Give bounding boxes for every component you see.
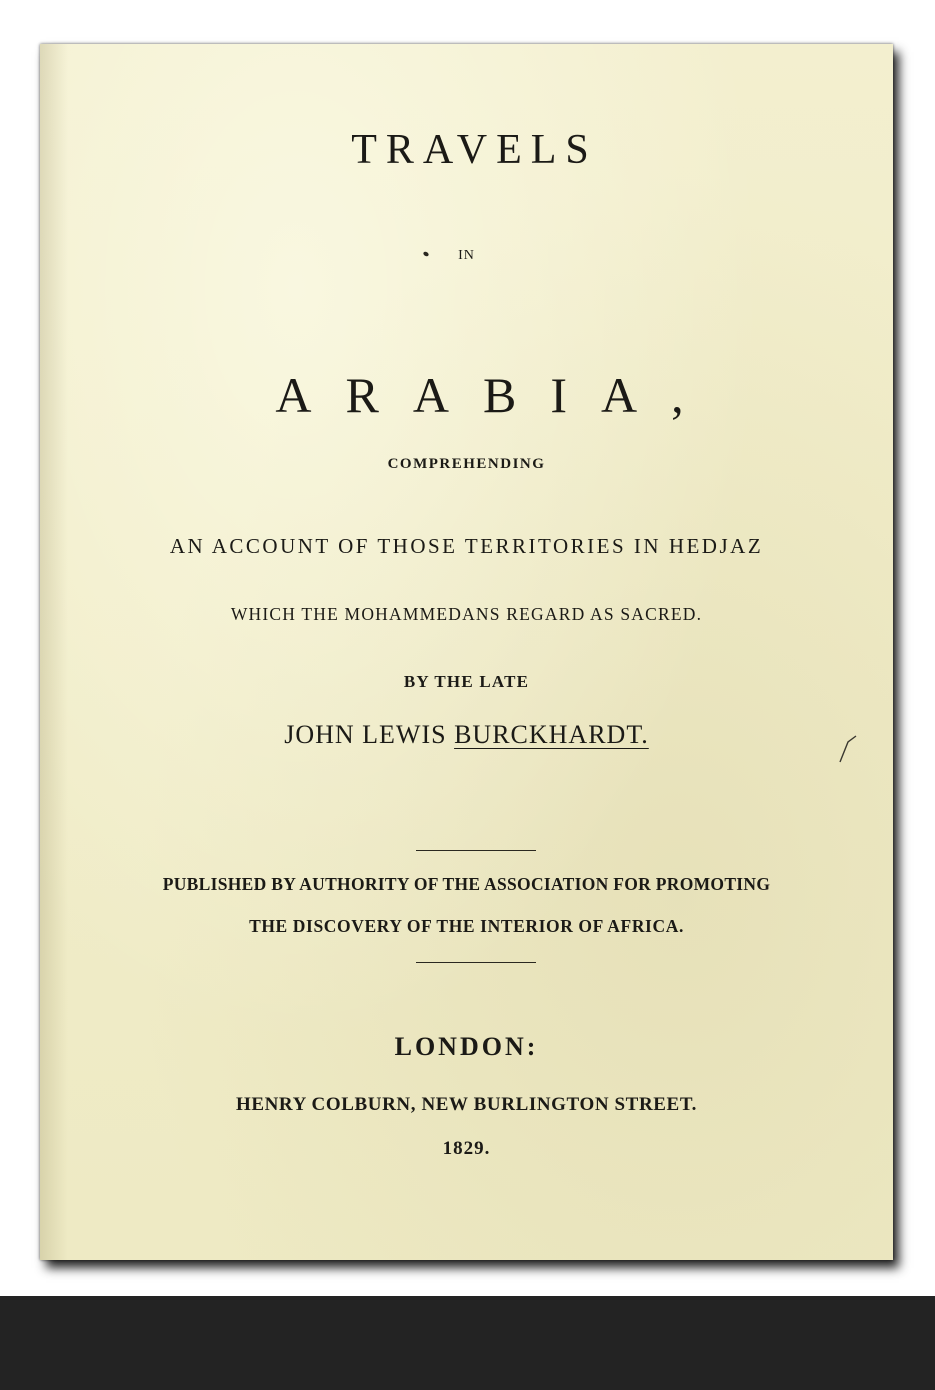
which-line: WHICH THE MOHAMMEDANS REGARD AS SACRED. (230, 604, 703, 624)
author-name (40, 720, 893, 750)
author-first-names: JOHN LEWIS (284, 720, 447, 749)
author-surname: BURCKHARDT. (454, 720, 649, 749)
bottom-band (0, 1296, 935, 1390)
publisher-line: HENRY COLBURN, NEW BURLINGTON STREET. (235, 1094, 698, 1115)
divider-rule (416, 962, 536, 963)
book-title: TRAVELS (351, 127, 598, 173)
divider-rule (416, 850, 536, 851)
book-subject: ARABIA, (275, 367, 718, 423)
comprehending-line: COMPREHENDING (387, 456, 546, 472)
published-line-2: THE DISCOVERY OF THE INTERIOR OF AFRICA. (249, 916, 684, 936)
publication-place: LONDON: (394, 1032, 539, 1061)
by-the-late-line: BY THE LATE (403, 672, 530, 691)
account-line: AN ACCOUNT OF THOSE TERRITORIES IN HEDJAZ (169, 534, 764, 558)
publication-year: 1829. (442, 1138, 491, 1159)
published-line-1: PUBLISHED BY AUTHORITY OF THE ASSOCIATION FOR PROMOTING (162, 874, 771, 894)
pencil-mark-icon (836, 732, 860, 768)
title-connector: IN (458, 248, 475, 263)
title-page (40, 44, 893, 1260)
